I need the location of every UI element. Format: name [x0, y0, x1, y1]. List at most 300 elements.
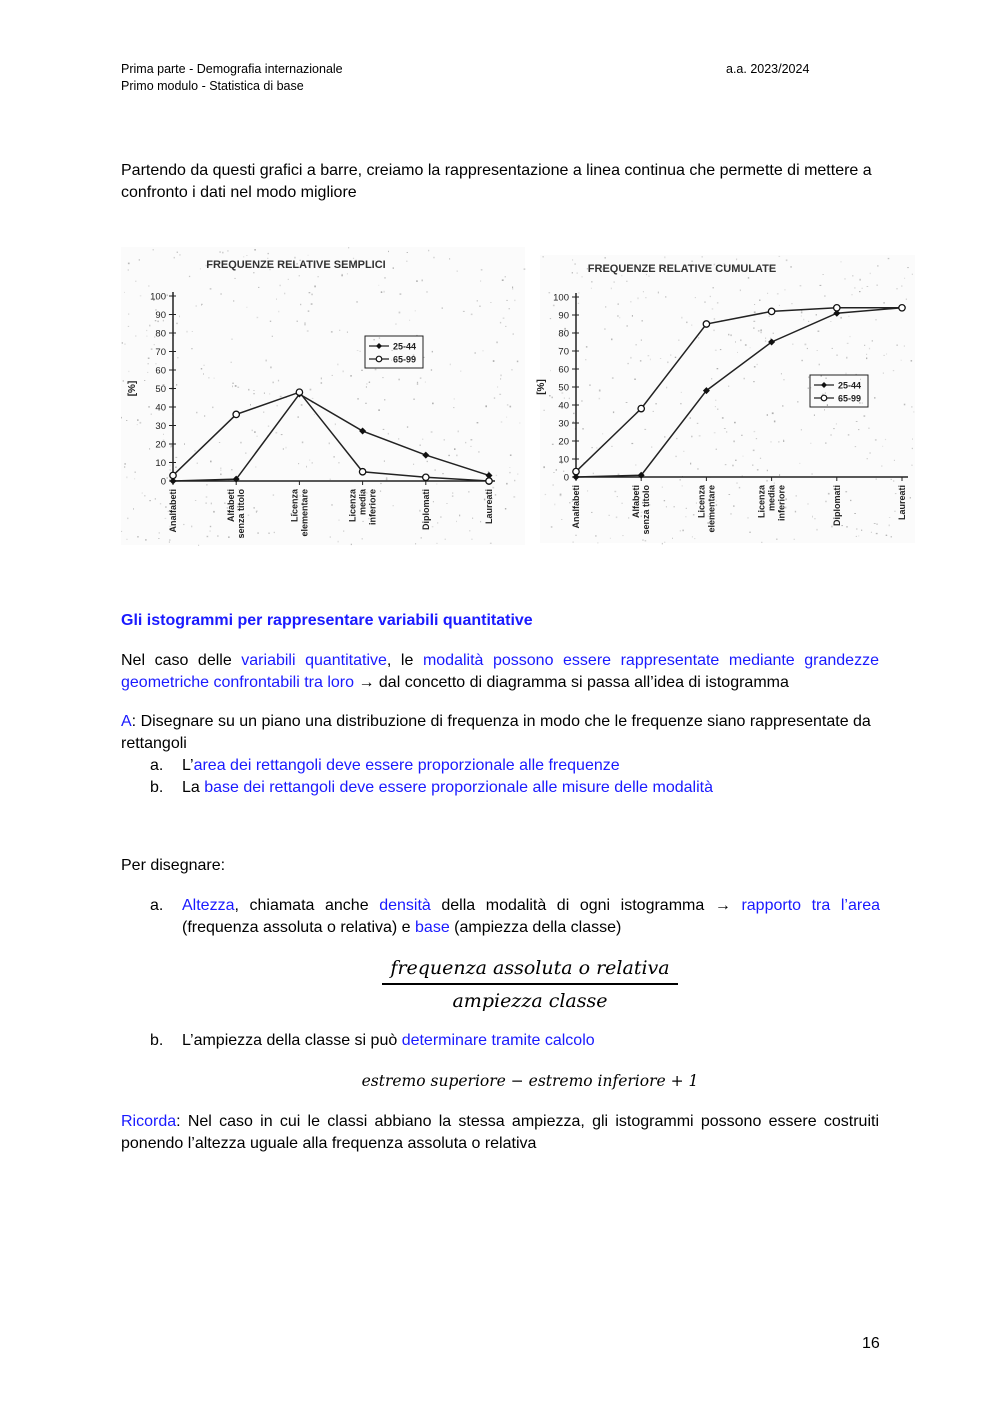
- noise-dot: [145, 539, 147, 541]
- noise-dot: [736, 259, 737, 261]
- noise-dot: [678, 340, 679, 341]
- noise-dot: [517, 361, 519, 363]
- noise-dot: [774, 483, 775, 484]
- noise-dot: [767, 414, 768, 416]
- noise-dot: [732, 465, 733, 467]
- noise-dot: [517, 474, 518, 475]
- term-calcolo: determinare tramite calcolo: [401, 1032, 595, 1049]
- noise-dot: [321, 382, 323, 383]
- noise-dot: [470, 446, 472, 447]
- noise-dot: [858, 536, 859, 537]
- noise-dot: [810, 443, 811, 444]
- noise-dot: [220, 468, 221, 469]
- noise-dot: [886, 534, 887, 536]
- noise-dot: [714, 432, 716, 433]
- noise-dot: [911, 360, 913, 362]
- noise-dot: [611, 339, 613, 341]
- noise-dot: [308, 255, 309, 256]
- noise-dot: [610, 538, 611, 539]
- noise-dot: [572, 272, 573, 273]
- noise-dot: [163, 434, 164, 435]
- y-tick-label: 60: [558, 364, 569, 376]
- noise-dot: [407, 426, 408, 428]
- x-category-line: elementare: [299, 489, 310, 537]
- noise-dot: [254, 249, 256, 250]
- noise-dot: [814, 518, 815, 519]
- noise-dot: [664, 500, 665, 501]
- noise-dot: [628, 517, 629, 518]
- noise-dot: [904, 345, 905, 347]
- noise-dot: [685, 516, 686, 517]
- noise-dot: [170, 469, 171, 470]
- noise-dot: [490, 543, 492, 544]
- noise-dot: [128, 371, 129, 372]
- noise-dot: [735, 341, 736, 343]
- noise-dot: [440, 516, 441, 517]
- noise-dot: [702, 256, 703, 257]
- noise-dot: [300, 304, 301, 305]
- noise-dot: [774, 421, 776, 423]
- noise-dot: [407, 252, 408, 253]
- noise-dot: [662, 543, 663, 545]
- noise-dot: [754, 431, 756, 432]
- noise-dot: [692, 537, 693, 538]
- noise-dot: [420, 378, 422, 379]
- noise-dot: [409, 320, 410, 321]
- noise-dot: [867, 458, 868, 459]
- noise-dot: [733, 505, 735, 507]
- noise-dot: [822, 274, 824, 275]
- chart-title: FREQUENZE RELATIVE CUMULATE: [587, 263, 777, 275]
- noise-dot: [691, 325, 692, 326]
- noise-dot: [212, 407, 213, 409]
- list-item-text: [182, 895, 880, 939]
- noise-dot: [575, 535, 576, 536]
- x-category-label: [571, 485, 581, 529]
- noise-dot: [505, 276, 506, 277]
- noise-dot: [893, 370, 894, 371]
- noise-dot: [850, 336, 851, 337]
- x-category-line: elementare: [706, 485, 717, 533]
- noise-dot: [234, 278, 236, 279]
- noise-dot: [602, 433, 603, 434]
- y-tick-label: 10: [558, 454, 569, 466]
- noise-dot: [198, 545, 199, 546]
- noise-dot: [437, 523, 438, 524]
- noise-dot: [592, 447, 593, 448]
- noise-dot: [253, 507, 255, 509]
- noise-dot: [848, 316, 850, 317]
- noise-dot: [722, 417, 724, 419]
- noise-dot: [861, 530, 862, 531]
- noise-dot: [433, 257, 435, 259]
- noise-dot: [339, 520, 340, 521]
- noise-dot: [432, 526, 434, 527]
- noise-dot: [593, 473, 594, 474]
- noise-dot: [481, 269, 483, 271]
- noise-dot: [514, 300, 515, 301]
- noise-dot: [509, 467, 510, 468]
- x-category-line: Diplomati: [420, 489, 431, 531]
- noise-dot: [889, 525, 890, 527]
- noise-dot: [471, 439, 473, 440]
- noise-dot: [891, 536, 892, 537]
- noise-dot: [543, 466, 545, 468]
- noise-dot: [169, 479, 170, 481]
- x-category-line: Analfabeti: [168, 489, 178, 533]
- noise-dot: [869, 348, 870, 350]
- noise-dot: [373, 339, 375, 340]
- noise-dot: [553, 472, 555, 473]
- noise-dot: [573, 421, 574, 422]
- series-line-25-44: [576, 308, 902, 477]
- list-marker: a.: [150, 757, 164, 774]
- noise-dot: [506, 483, 508, 485]
- noise-dot: [599, 389, 601, 391]
- noise-dot: [393, 505, 394, 506]
- y-tick-label: 50: [558, 382, 569, 394]
- noise-dot: [884, 355, 885, 356]
- noise-dot: [910, 497, 911, 498]
- header-year: a.a. 2023/2024: [726, 62, 810, 76]
- noise-dot: [500, 375, 502, 377]
- noise-dot: [450, 364, 451, 366]
- noise-dot: [460, 371, 461, 372]
- noise-dot: [399, 312, 401, 314]
- noise-dot: [436, 543, 437, 544]
- noise-dot: [270, 367, 271, 369]
- noise-dot: [783, 379, 785, 380]
- noise-dot: [886, 354, 887, 355]
- noise-dot: [177, 357, 178, 358]
- noise-dot: [627, 325, 628, 327]
- noise-dot: [889, 517, 890, 518]
- noise-dot: [791, 266, 792, 268]
- noise-dot: [717, 302, 719, 303]
- noise-dot: [578, 303, 579, 304]
- draw-intro: Per disegnare:: [121, 857, 226, 874]
- noise-dot: [752, 465, 753, 466]
- noise-dot: [874, 397, 875, 399]
- noise-dot: [907, 267, 909, 268]
- noise-dot: [613, 411, 614, 413]
- noise-dot: [894, 460, 895, 461]
- y-tick-label: 90: [155, 310, 166, 321]
- noise-dot: [691, 261, 692, 262]
- legend-label: 25-44: [838, 380, 862, 391]
- noise-dot: [543, 256, 544, 257]
- noise-dot: [549, 395, 551, 396]
- noise-dot: [314, 414, 315, 415]
- noise-dot: [808, 376, 809, 378]
- x-category-line: Analfabeti: [571, 485, 581, 529]
- noise-dot: [305, 322, 306, 324]
- noise-dot: [452, 496, 454, 497]
- y-tick-label: 10: [155, 458, 166, 469]
- noise-dot: [432, 403, 434, 405]
- noise-dot: [312, 398, 314, 399]
- formula-numerator: frequenza assoluta o relativa: [390, 957, 670, 979]
- noise-dot: [512, 289, 513, 290]
- data-point-65-99: [486, 478, 492, 484]
- noise-dot: [452, 493, 453, 494]
- noise-dot: [693, 514, 695, 515]
- noise-dot: [913, 412, 914, 413]
- noise-dot: [564, 398, 565, 399]
- noise-dot: [165, 518, 167, 519]
- chart-legend: [810, 375, 868, 407]
- noise-dot: [380, 483, 381, 484]
- x-category-line: Laureati: [484, 489, 494, 525]
- noise-dot: [297, 321, 298, 322]
- noise-dot: [586, 346, 588, 348]
- noise-dot: [697, 468, 698, 470]
- noise-dot: [896, 288, 897, 289]
- noise-dot: [824, 409, 825, 410]
- noise-dot: [343, 530, 344, 532]
- noise-dot: [378, 285, 379, 286]
- noise-dot: [477, 300, 478, 301]
- noise-dot: [690, 463, 691, 465]
- noise-dot: [237, 387, 239, 388]
- noise-dot: [454, 448, 456, 450]
- noise-dot: [611, 446, 612, 447]
- noise-dot: [713, 330, 715, 332]
- noise-dot: [691, 436, 692, 438]
- noise-dot: [446, 503, 448, 504]
- noise-dot: [876, 478, 877, 480]
- noise-dot: [506, 300, 508, 301]
- noise-dot: [380, 491, 381, 492]
- noise-dot: [690, 417, 691, 418]
- noise-dot: [283, 448, 284, 450]
- noise-dot: [675, 357, 676, 358]
- noise-dot: [151, 348, 153, 350]
- noise-dot: [151, 414, 152, 415]
- noise-dot: [830, 434, 831, 436]
- noise-dot: [361, 370, 362, 371]
- chart-frequenze-semplici: [121, 247, 525, 545]
- noise-dot: [433, 501, 434, 502]
- noise-dot: [195, 500, 196, 501]
- noise-dot: [250, 404, 251, 406]
- noise-dot: [421, 537, 422, 538]
- noise-dot: [618, 474, 620, 475]
- noise-dot: [232, 386, 233, 388]
- noise-dot: [904, 404, 906, 406]
- list-text: , chiamata anche: [234, 897, 380, 914]
- noise-dot: [836, 355, 838, 356]
- noise-dot: [632, 315, 633, 317]
- noise-dot: [867, 286, 869, 287]
- paragraph-ricorda: [121, 1111, 879, 1155]
- chart-title: FREQUENZE RELATIVE SEMPLICI: [206, 259, 386, 271]
- list-highlight: area dei rettangoli deve essere proporzionale alle frequenze: [193, 757, 620, 774]
- noise-dot: [457, 271, 458, 272]
- x-category-line: inferiore: [776, 485, 787, 522]
- data-point-25-44: [422, 452, 429, 459]
- noise-dot: [811, 473, 812, 475]
- data-point-65-99: [834, 305, 840, 311]
- noise-dot: [206, 497, 208, 498]
- noise-dot: [378, 409, 380, 411]
- noise-dot: [156, 363, 157, 364]
- noise-dot: [217, 535, 218, 537]
- p1-text3: → dal concetto di diagramma si passa all’idea di istogramma: [354, 674, 789, 691]
- x-category-label: [631, 485, 651, 535]
- formula-denominator: ampiezza classe: [452, 990, 608, 1012]
- noise-dot: [175, 467, 177, 468]
- noise-dot: [124, 344, 125, 345]
- noise-dot: [519, 423, 520, 424]
- noise-dot: [626, 402, 628, 403]
- noise-dot: [272, 382, 274, 384]
- list-marker: b.: [150, 779, 164, 796]
- noise-dot: [458, 431, 460, 433]
- noise-dot: [795, 511, 796, 513]
- noise-dot: [714, 318, 715, 319]
- noise-dot: [128, 326, 129, 327]
- noise-dot: [228, 250, 229, 252]
- noise-dot: [231, 469, 233, 470]
- data-point-65-99: [703, 321, 709, 327]
- noise-dot: [832, 348, 833, 349]
- noise-dot: [245, 453, 246, 454]
- noise-dot: [819, 364, 820, 366]
- noise-dot: [415, 543, 416, 545]
- noise-dot: [258, 287, 259, 288]
- noise-dot: [510, 406, 512, 408]
- noise-dot: [253, 393, 255, 394]
- noise-dot: [139, 259, 140, 261]
- noise-dot: [280, 396, 282, 398]
- noise-dot: [302, 442, 304, 444]
- noise-dot: [175, 457, 177, 458]
- noise-dot: [595, 535, 597, 536]
- data-point-65-99: [638, 405, 644, 411]
- x-category-label: [832, 485, 842, 526]
- noise-dot: [619, 317, 620, 318]
- noise-dot: [192, 331, 193, 332]
- noise-dot: [670, 355, 671, 356]
- noise-dot: [711, 378, 712, 379]
- noise-dot: [375, 369, 377, 371]
- noise-dot: [658, 292, 659, 294]
- noise-dot: [123, 380, 124, 381]
- noise-dot: [589, 384, 591, 386]
- noise-dot: [760, 458, 761, 459]
- noise-dot: [554, 504, 555, 506]
- noise-dot: [332, 375, 333, 376]
- noise-dot: [513, 496, 515, 497]
- noise-dot: [797, 401, 798, 402]
- noise-dot: [124, 466, 125, 467]
- noise-dot: [186, 331, 187, 333]
- noise-dot: [753, 381, 754, 382]
- noise-dot: [351, 544, 352, 545]
- y-tick-label: 80: [558, 328, 569, 340]
- x-category-line: Diplomati: [831, 485, 842, 527]
- noise-dot: [191, 526, 192, 528]
- noise-dot: [614, 491, 616, 492]
- noise-dot: [911, 465, 913, 466]
- p1-text2: , le: [386, 652, 423, 669]
- noise-dot: [509, 472, 511, 473]
- noise-dot: [553, 484, 554, 485]
- noise-dot: [854, 513, 856, 514]
- noise-dot: [874, 523, 876, 524]
- noise-dot: [176, 384, 177, 386]
- noise-dot: [398, 379, 400, 381]
- noise-dot: [666, 387, 667, 389]
- noise-dot: [777, 293, 779, 294]
- noise-dot: [494, 398, 495, 399]
- noise-dot: [743, 456, 744, 457]
- x-category-label: [484, 489, 494, 524]
- noise-dot: [208, 377, 209, 378]
- noise-dot: [507, 404, 509, 405]
- noise-dot: [800, 285, 802, 286]
- noise-dot: [243, 256, 244, 257]
- noise-dot: [830, 321, 831, 322]
- noise-dot: [210, 461, 212, 463]
- noise-dot: [901, 360, 902, 361]
- list-item-text: [182, 777, 713, 799]
- noise-dot: [697, 423, 699, 424]
- noise-dot: [761, 542, 762, 543]
- noise-dot: [149, 325, 150, 327]
- x-category-line: media: [357, 489, 368, 516]
- noise-dot: [791, 303, 792, 304]
- x-category-line: inferiore: [367, 489, 378, 526]
- noise-dot: [664, 542, 665, 543]
- noise-dot: [761, 329, 762, 330]
- noise-dot: [213, 511, 215, 513]
- noise-dot: [735, 460, 737, 461]
- noise-dot: [591, 281, 592, 282]
- noise-dot: [878, 265, 879, 267]
- noise-dot: [255, 467, 256, 468]
- noise-dot: [338, 541, 339, 543]
- noise-dot: [276, 432, 278, 434]
- noise-dot: [756, 438, 757, 439]
- noise-dot: [912, 274, 913, 275]
- data-point-65-99: [768, 308, 774, 314]
- y-tick-label: 0: [160, 476, 166, 488]
- noise-dot: [681, 392, 682, 393]
- noise-dot: [695, 297, 696, 298]
- chart-frequenze-cumulate: [536, 255, 915, 543]
- noise-dot: [154, 344, 155, 345]
- noise-dot: [803, 319, 804, 321]
- noise-dot: [841, 317, 842, 319]
- noise-dot: [511, 369, 513, 370]
- noise-dot: [818, 331, 820, 333]
- noise-dot: [591, 512, 592, 513]
- noise-dot: [235, 385, 237, 387]
- x-category-line: senza titolo: [236, 489, 247, 539]
- noise-dot: [875, 440, 877, 441]
- noise-dot: [754, 366, 756, 367]
- noise-dot: [384, 460, 385, 462]
- noise-dot: [686, 508, 687, 509]
- x-category-label: [757, 484, 787, 521]
- noise-dot: [901, 286, 902, 287]
- noise-dot: [254, 431, 256, 433]
- noise-dot: [642, 320, 643, 322]
- noise-dot: [816, 314, 817, 315]
- noise-dot: [431, 369, 432, 371]
